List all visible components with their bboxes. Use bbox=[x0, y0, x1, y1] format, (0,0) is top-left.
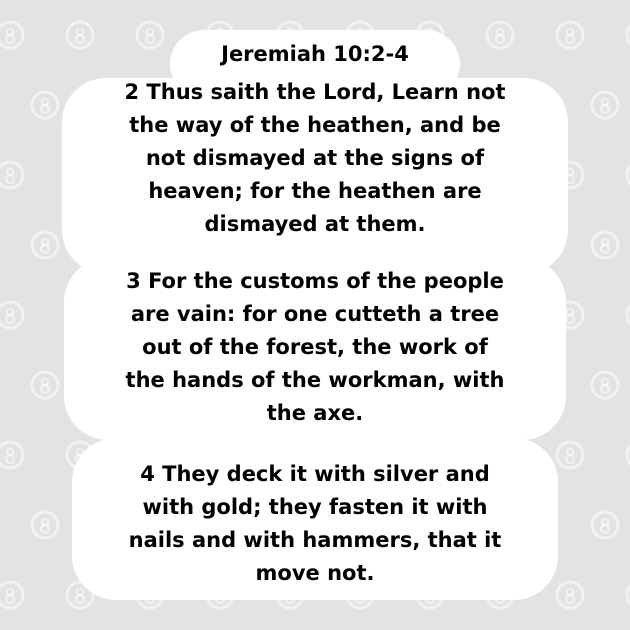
verse-line: dismayed at them. bbox=[204, 212, 426, 236]
verse-line: nails and with hammers, that it bbox=[128, 528, 502, 552]
verse-line: not dismayed at the signs of bbox=[145, 146, 485, 170]
verse-line: the hands of the workman, with bbox=[125, 368, 505, 392]
verse-line: the way of the heathen, and be bbox=[129, 113, 501, 137]
verse-line: 2 Thus saith the Lord, Learn not bbox=[124, 80, 506, 104]
verse-line: 4 They deck it with silver and bbox=[140, 462, 490, 486]
verse-4 bbox=[60, 458, 570, 590]
verse-line: move not. bbox=[255, 561, 375, 585]
verse-line: 3 For the customs of the people bbox=[126, 269, 504, 293]
verse-line: with gold; they fasten it with bbox=[142, 495, 488, 519]
verse-2 bbox=[60, 76, 570, 241]
verse-line: are vain: for one cutteth a tree bbox=[130, 302, 500, 326]
sticker-text-block bbox=[60, 40, 570, 590]
verse-line: out of the forest, the work of bbox=[142, 335, 488, 359]
verse-line: the axe. bbox=[266, 401, 364, 425]
verse-line: heaven; for the heathen are bbox=[148, 179, 482, 203]
verse-3 bbox=[60, 265, 570, 430]
verse-reference-title: Jeremiah 10:2-4 bbox=[221, 42, 409, 66]
